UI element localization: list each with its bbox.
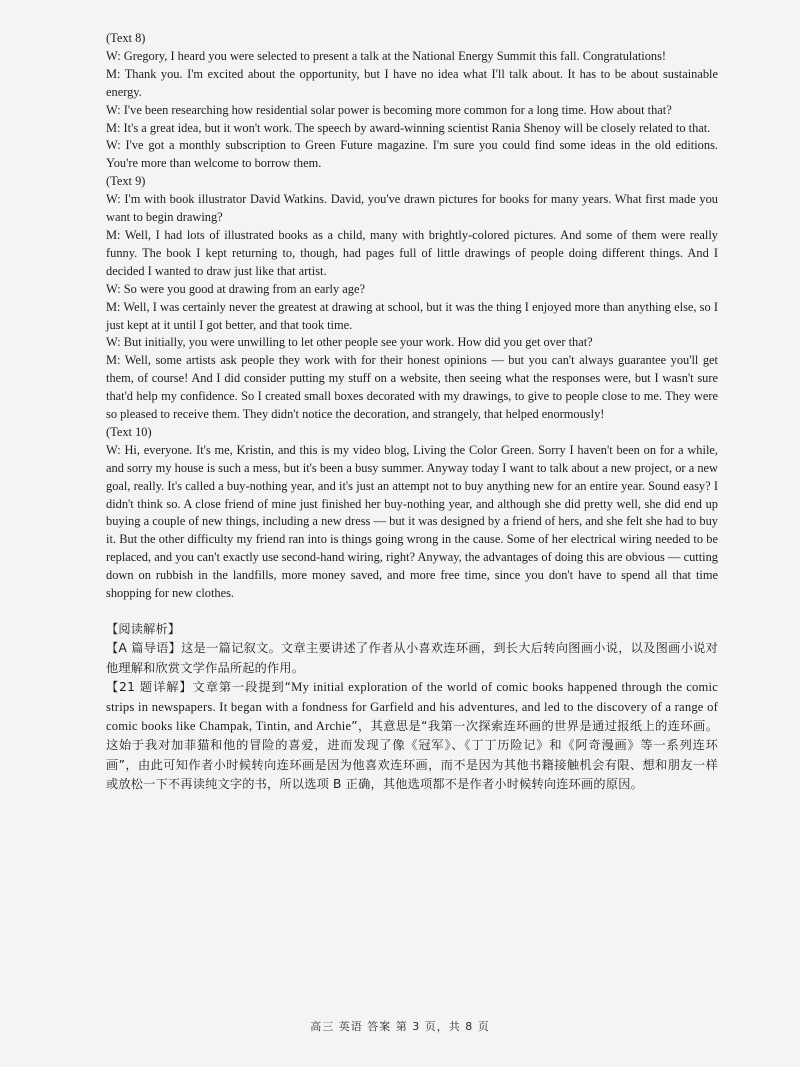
intro-text: 这是一篇记叙文。文章主要讲述了作者从小喜欢连环画，到长大后转向图画小说，以及图画小说对他理解和欣赏文学作品所起的作用。 [106,641,718,675]
text-9-label: (Text 9) [106,174,146,189]
text-10-section [106,424,718,603]
question-21-explanation [106,678,718,794]
dialogue-line: W: I've been researching how residential solar power is becoming more common for a long time. How about that? [106,102,672,117]
q21-lead: 文章第一段提到“ [192,680,292,695]
dialogue-line: M: It's a great idea, but it won't work. The speech by award-winning scientist Rania Shenoy will be closely related to that. [106,120,711,135]
text-8-section [106,30,718,173]
dialogue-line: M: Thank you. I'm excited about the opportunity, but I have no idea what I'll talk about. It has to be about sustainable energy. [106,66,718,99]
section-gap [106,603,718,620]
dialogue-line: W: So were you good at drawing from an early age? [106,281,365,296]
dialogue-line: M: Well, some artists ask people they work with for their honest opinions — but you can't always guarantee you'll get them, of course! And I did consider putting my stuff on a website, then seeing what the responses were, but I wasn't sure that'd help my confidence. So I created small boxes decorated with my drawings, to give to people close to me. They were so pleased to receive them. They didn't notice the decoration, and strangely, that helped enormously! [106,353,718,422]
q21-rest: ”，其意思是“我第一次探索连环画的世界是通过报纸上的连环画。这始于我对加菲猫和他的冒险的喜爱，进而发现了像《冠军》、《丁丁历险记》和《阿奇漫画》等一系列连环画”，由此可知作者小时候转向连环画是因为他喜欢连环画，而不是因为其他书籍接触机会有限、想和朋友一样或放松一下不再读纯文字的书，所以选项 B 正确，其他选项都不是作者小时候转向连环画的原因。 [106,719,718,792]
page-footer: 高三 英语 答案 第 3 页，共 8 页 [310,1020,490,1033]
analysis-heading: 【阅读解析】 [106,622,181,636]
text-9-section [106,173,718,424]
q21-quote: My initial exploration of the world of comic books happened through the comic strips in newspapers. It began with a fondness for Garfield and his adventures, and led to the discovery of a range of comic books like Champak, Tintin, and Archie [106,680,719,734]
dialogue-line: W: But initially, you were unwilling to let other people see your work. How did you get over that? [106,335,593,350]
text-8-label: (Text 8) [106,31,146,45]
intro-tag: 【A 篇导语】 [106,641,182,656]
dialogue-line: W: I'm with book illustrator David Watkins. David, you've drawn pictures for books for many years. What first made you want to begin drawing? [106,192,718,225]
q21-tag: 【21 题详解】 [106,680,193,695]
reading-analysis-section [106,620,718,795]
dialogue-line: W: I've got a monthly subscription to Green Future magazine. I'm sure you could find some ideas in the old editions. You're more than welcome to borrow them. [106,138,718,171]
text-10-label: (Text 10) [106,424,152,439]
page-content [106,30,718,795]
passage-a-intro [106,639,718,678]
dialogue-line: M: Well, I was certainly never the greatest at drawing at school, but it was the thing I enjoyed more than anything else, so I just kept at it until I got better, and that took time. [106,299,718,332]
dialogue-line: M: Well, I had lots of illustrated books as a child, many with brightly-colored pictures. And some of them were really funny. The book I kept returning to, though, had pages full of little drawings of people doing different things. And I decided I wanted to draw just like that artist. [106,227,718,278]
dialogue-line: W: Gregory, I heard you were selected to present a talk at the National Energy Summit this fall. Congratulations! [106,48,667,63]
monologue-paragraph: W: Hi, everyone. It's me, Kristin, and this is my video blog, Living the Color Green. Sorry I haven't been on for a while, and sorry my house is such a mess, but it's been a busy summer. Anyway today I want to talk about a new project, or a new goal, really. It's called a buy-nothing year, and it's just an attempt not to buy anything new for an entire year. Sound easy? I didn't think so. A close friend of mine just finished her buy-nothing year, and although she did pretty well, she did end up buying a couple of new things, including a new dress — but it was designed by a friend of hers, and she felt she had to buy it. But the other difficulty my friend ran into is things going wrong in the cause. Some of her electrical wiring needed to be replaced, and you can't exactly use second-hand wiring, right? Anyway, the advantages of doing this are obvious — cutting down on rubbish in the landfills, more money saved, and more free time, since you don't have to spend all that time shopping for new clothes. [106,442,718,601]
